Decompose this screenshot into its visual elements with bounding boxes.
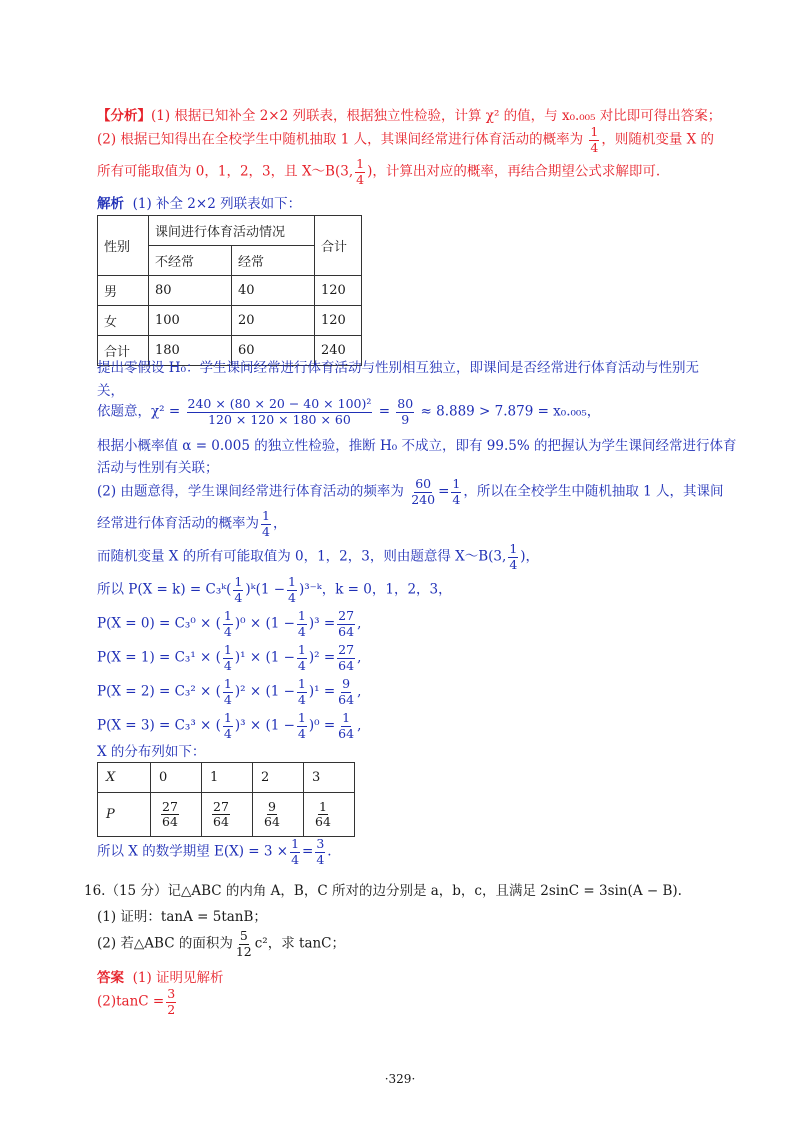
conclusion-line-1: 根据小概率值 α = 0.005 的独立性检验，推断 H₀ 不成立，即有 99.5% 的把握认为学生课间经常进行体育 [97, 438, 737, 454]
probability-line: P(X = 1) = C₃¹ × ( $\frac{1}{4}$ )¹ × (1 − $\frac{1}{4}$ )² = $\frac{27}{64}$ , [97, 642, 362, 673]
table-row: P $\frac{27}{64}$ $\frac{27}{64}$ $\frac{9}{64}$ $\frac{1}{64}$ [98, 793, 355, 837]
answer-line-1: 答案 (1) 证明见解析 [97, 970, 224, 986]
fraction: $\frac{1}{4}$ [356, 156, 365, 187]
hypothesis-line-1: 提出零假设 H₀：学生课间经常进行体育活动与性别相互独立，即课间是否经常进行体育活动与性别无 [97, 360, 699, 376]
table-row: 合计 180 60 240 [98, 336, 362, 366]
fraction: $\frac{\text{240 × (80 × 20 − 40 × 100)²}}{120 \times 120 \times 180 \times 60}$ [187, 396, 372, 427]
fraction: $\frac{60}{240}$ [411, 476, 436, 507]
answer-line-2: (2)tanC = $\frac{3}{2}$ [97, 986, 176, 1017]
probability-line: P(X = 0) = C₃⁰ × ( $\frac{1}{4}$ )⁰ × (1 − $\frac{1}{4}$ )³ = $\frac{27}{64}$ , [97, 608, 362, 639]
chi-square-calculation: 依题意，χ² = $\frac{\text{240 × (80 × 20 − 40 × 100)²}}{120 \times 120 \times 180 \times 60}$ = $\frac{80}{9}$ ≈ 8.889 > 7.879 = x₀.₀₀₅， [97, 396, 601, 427]
pmf-formula: 所以 P(X = k) = C₃ᵏ( $\frac{1}{4}$ )ᵏ(1 − $\frac{1}{4}$ )³⁻ᵏ，k = 0，1，2，3， [97, 574, 452, 605]
fraction: $\frac{1}{4}$ [590, 124, 599, 155]
analysis-tag: 【分析】 [97, 108, 151, 124]
solution-intro: 解析 (1) 补全 2×2 列联表如下： [97, 196, 302, 212]
table-header: 课间进行体育活动情况 [149, 216, 315, 246]
solution-label: 解析 [97, 196, 124, 212]
part2-line-1: (2) 由题意得，学生课间经常进行体育活动的频率为 $\frac{60}{240}$ = $\frac{1}{4}$ ，所以在全校学生中随机抽取 1 人，其课间 [97, 476, 724, 507]
random-variable-line: 而随机变量 X 的所有可能取值为 0，1，2，3，则由题意得 X～B(3, $\frac{1}{4}$ )， [97, 541, 540, 572]
probability-line: P(X = 2) = C₃² × ( $\frac{1}{4}$ )² × (1 − $\frac{1}{4}$ )¹ = $\frac{9}{64}$ , [97, 676, 362, 707]
fraction: $\frac{1}{4}$ [288, 574, 296, 605]
contingency-table [97, 215, 362, 366]
fraction: $\frac{1}{4}$ [452, 476, 461, 507]
fraction: $\frac{1}{4}$ [509, 541, 518, 572]
table-header: 不经常 [149, 246, 232, 276]
table-header: 合计 [315, 216, 362, 276]
distribution-intro: X 的分布列如下： [97, 744, 206, 760]
question-16-part-1: (1) 证明：tanA = 5tanB； [97, 909, 267, 925]
analysis-line-2: (2) 根据已知得出在全校学生中随机抽取 1 人，其课间经常进行体育活动的概率为 $\frac{1}{4}$ ，则随机变量 X 的 [97, 124, 715, 155]
part2-line-2: 经常进行体育活动的概率为 $\frac{1}{4}$ ， [97, 508, 287, 539]
fraction: $\frac{80}{9}$ [397, 396, 414, 427]
table-header: 经常 [232, 246, 315, 276]
answer-label: 答案 [97, 970, 124, 986]
analysis-line-1: 【分析】(1) 根据已知补全 2×2 列联表，根据独立性检验，计算 χ² 的值，与 x₀.₀₀₅ 对比即可得出答案； [97, 108, 722, 124]
page-number: ·329· [384, 1072, 416, 1086]
probability-line: P(X = 3) = C₃³ × ( $\frac{1}{4}$ )³ × (1 − $\frac{1}{4}$ )⁰ = $\frac{1}{64}$ , [97, 710, 362, 741]
distribution-table [97, 762, 355, 837]
expectation-line: 所以 X 的数学期望 E(X) = 3 × $\frac{1}{4}$ = $\frac{3}{4}$ . [97, 836, 332, 867]
table-row: 男 80 40 120 [98, 276, 362, 306]
table-header: 性别 [98, 216, 149, 276]
table-row: X 0 1 2 3 [98, 763, 355, 793]
fraction: $\frac{1}{4}$ [262, 508, 270, 539]
hypothesis-line-2: 关， [97, 383, 124, 399]
conclusion-line-2: 活动与性别有关联； [97, 460, 219, 476]
analysis-line-3: 所有可能取值为 0，1，2，3，且 X～B(3, $\frac{1}{4}$ )，计算出对应的概率，再结合期望公式求解即可. [97, 156, 661, 187]
question-16-stem: 16.（15 分）记△ABC 的内角 A，B，C 所对的边分别是 a，b，c，且满足 2sinC = 3sin(A − B). [84, 883, 682, 899]
table-row: 女 100 20 120 [98, 306, 362, 336]
fraction: $\frac{1}{4}$ [234, 574, 243, 605]
question-16-part-2: (2) 若△ABC 的面积为 $\frac{5}{12}$ c²，求 tanC； [97, 928, 346, 959]
